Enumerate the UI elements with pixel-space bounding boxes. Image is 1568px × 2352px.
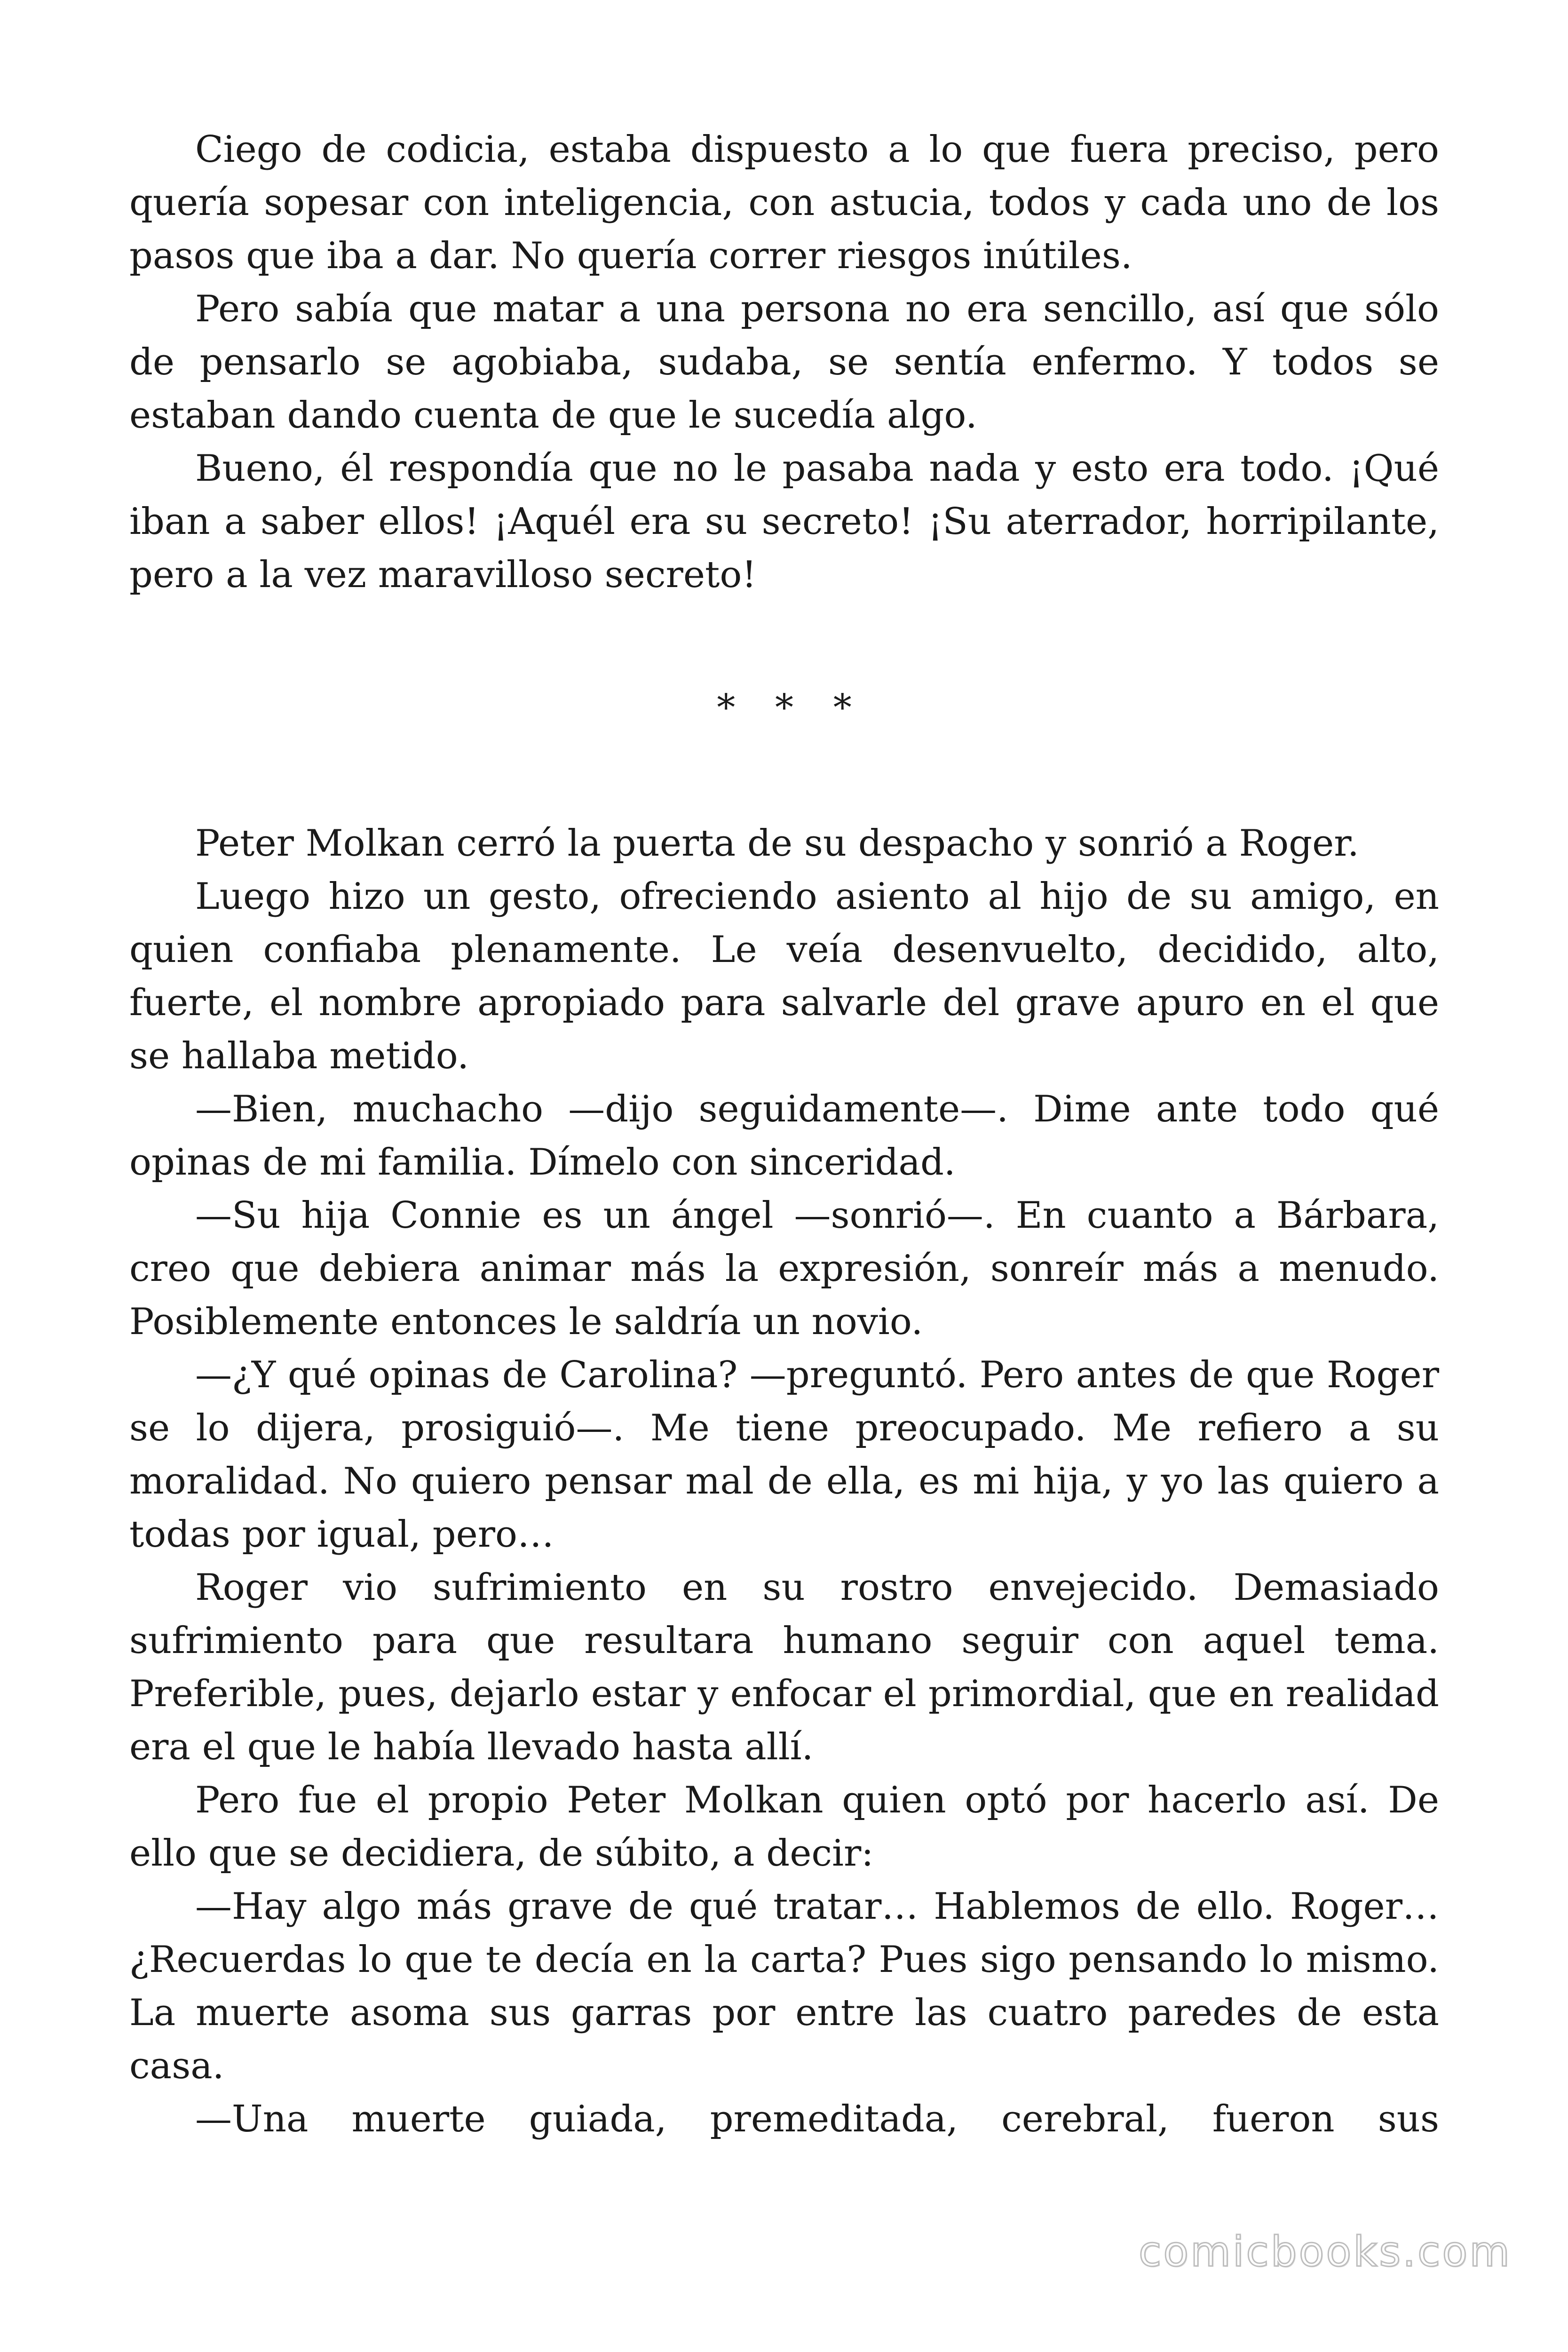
paragraph: —¿Y qué opinas de Carolina? —preguntó. Pero antes de que Roger se lo dijera, prosiguió—. Me tiene preocupado. Me refiero a su moralidad. No quiero pensar mal de ella, es mi hija, y yo las quiero a todas por igual, pero… (129, 1354, 1439, 1556)
paragraph: Peter Molkan cerró la puerta de su despacho y sonrió a Roger. (195, 822, 1359, 865)
paragraph: —Su hija Connie es un ángel —sonrió—. En cuanto a Bárbara, creo que debiera animar más la expresión, sonreír más a menudo. Posiblemente entonces le saldría un novio. (129, 1194, 1439, 1343)
paragraph: Pero sabía que matar a una persona no era sencillo, así que sólo de pensarlo se agobiaba, sudaba, se sentía enfermo. Y todos se estaban dando cuenta de que le sucedía algo. (129, 288, 1439, 437)
paragraph: Ciego de codicia, estaba dispuesto a lo que fuera preciso, pero quería sopesar con inteligencia, con astucia, todos y cada uno de los pasos que iba a dar. No quería correr riesgos inútiles. (129, 128, 1439, 277)
paragraph: —Una muerte guiada, premeditada, cerebral, fueron sus (195, 2098, 1439, 2140)
paragraph: Roger vio sufrimiento en su rostro envejecido. Demasiado sufrimiento para que resultara humano seguir con aquel tema. Preferible, pues, dejarlo estar y enfocar el primordial, que en realidad era el que le había llevado hasta allí. (129, 1566, 1439, 1768)
paragraph: —Hay algo más grave de qué tratar… Hablemos de ello. Roger… ¿Recuerdas lo que te decía en la carta? Pues sigo pensando lo mismo. La muerte asoma sus garras por entre las cuatro paredes de esta casa. (129, 1885, 1439, 2087)
book-page (129, 123, 1439, 2146)
paragraph: Luego hizo un gesto, ofreciendo asiento al hijo de su amigo, en quien confiaba plenamente. Le veía desenvuelto, decidido, alto, fuerte, el nombre apropiado para salvarle del grave apuro en el que se hallaba metido. (129, 875, 1439, 1077)
paragraph: —Bien, muchacho —dijo seguidamente—. Dime ante todo qué opinas de mi familia. Dímelo con sinceridad. (129, 1088, 1439, 1184)
paragraph: Bueno, él respondía que no le pasaba nada y esto era todo. ¡Qué iban a saber ellos! ¡Aquél era su secreto! ¡Su aterrador, horripilante, pero a la vez maravilloso secreto! (129, 447, 1439, 596)
paragraph: Pero fue el propio Peter Molkan quien optó por hacerlo así. De ello que se decidiera, de súbito, a decir: (129, 1779, 1439, 1875)
watermark: comicbooks.com (1138, 2227, 1512, 2276)
section-break: * * * (717, 687, 866, 729)
